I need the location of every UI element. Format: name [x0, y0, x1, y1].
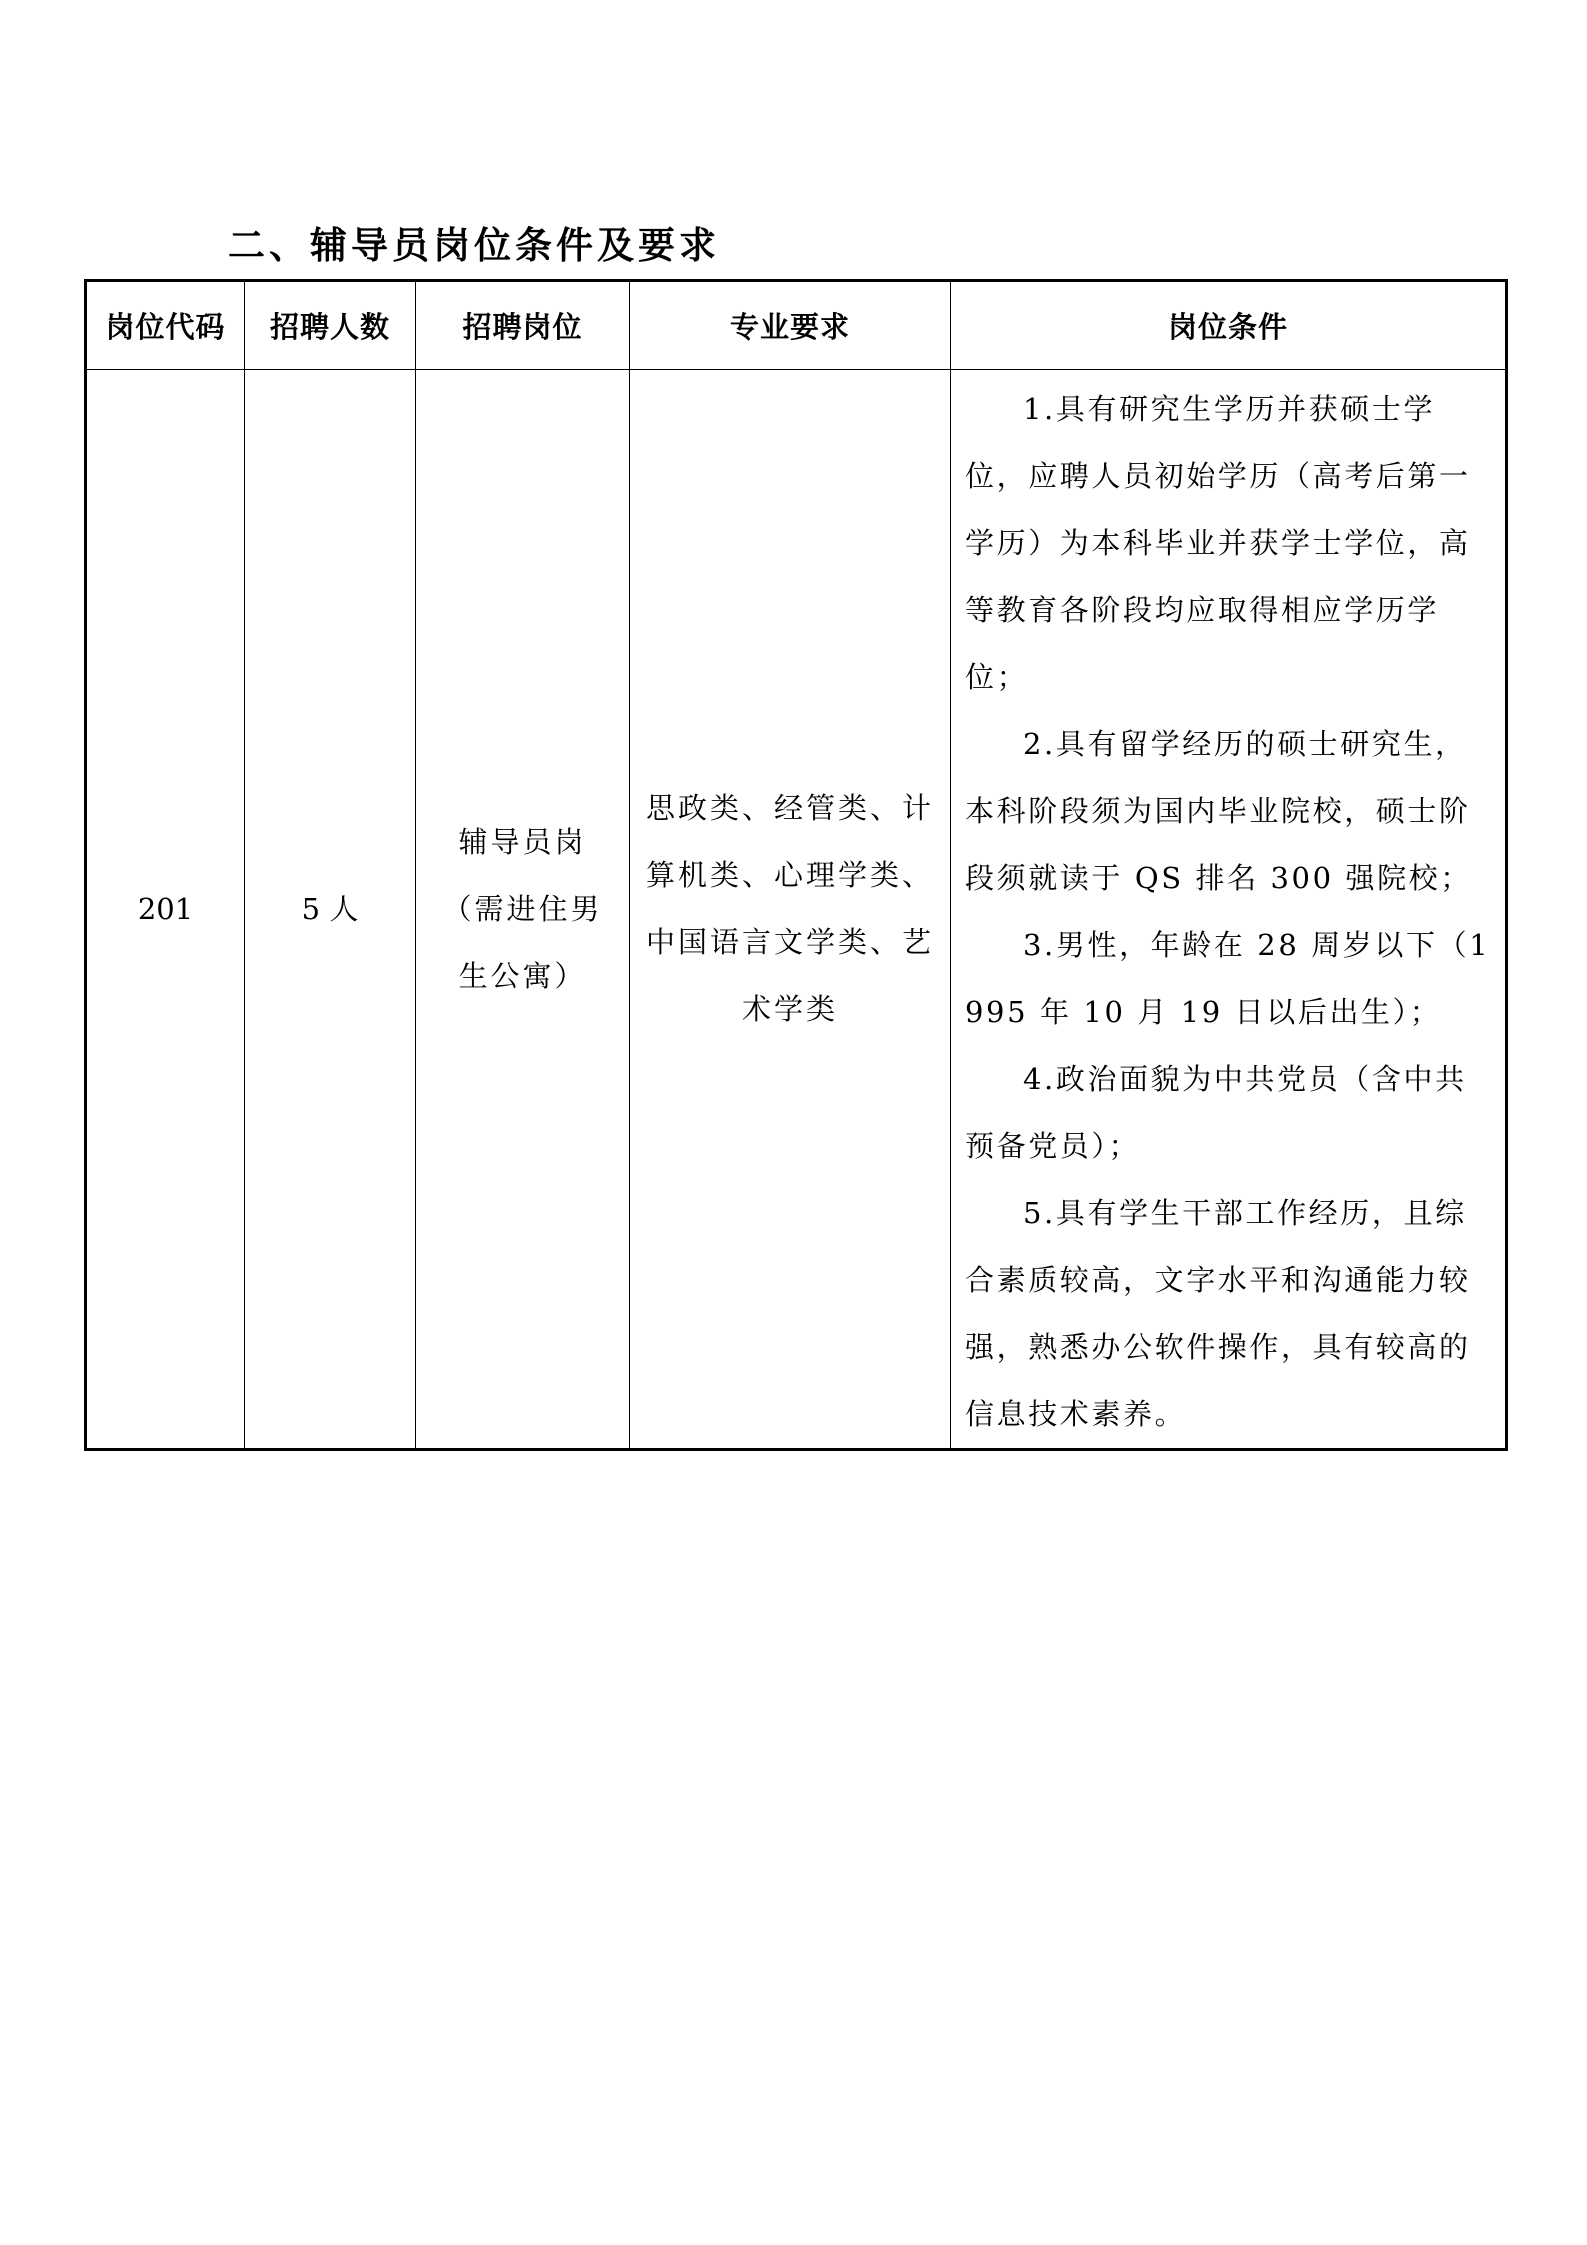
cell-post-code: 201 [86, 370, 245, 1450]
requirements-table [84, 279, 1508, 1451]
header-conditions: 岗位条件 [951, 281, 1507, 370]
header-major: 专业要求 [630, 281, 951, 370]
section-title: 二、辅导员岗位条件及要求 [228, 224, 720, 267]
cell-conditions [951, 370, 1507, 1450]
table-header-row [86, 281, 1507, 370]
condition-item-2: 2.具有留学经历的硕士研究生，本科阶段须为国内毕业院校，硕士阶段须就读于 QS 排名 300 强院校； [965, 727, 1472, 895]
header-post-code: 岗位代码 [86, 281, 245, 370]
header-post: 招聘岗位 [416, 281, 630, 370]
table-row [86, 370, 1507, 1450]
condition-item-5: 5.具有学生干部工作经历，且综合素质较高，文字水平和沟通能力较强，熟悉办公软件操作，具有较高的信息技术素养。 [965, 1196, 1471, 1431]
cell-hire-count: 5 人 [245, 370, 416, 1450]
condition-item-4: 4.政治面貌为中共党员（含中共预备党员）； [965, 1062, 1467, 1163]
cell-major: 思政类、经管类、计算机类、心理学类、中国语言文学类、艺术学类 [630, 370, 951, 1450]
condition-item-1: 1.具有研究生学历并获硕士学位，应聘人员初始学历（高考后第一学历）为本科毕业并获学士学位，高等教育各阶段均应取得相应学历学位； [965, 392, 1471, 694]
header-hire-count: 招聘人数 [245, 281, 416, 370]
condition-item-3: 3.男性，年龄在 28 周岁以下（1995 年 10 月 19 日以后出生）； [965, 928, 1491, 1029]
cell-post: 辅导员岗（需进住男生公寓） [416, 370, 630, 1450]
